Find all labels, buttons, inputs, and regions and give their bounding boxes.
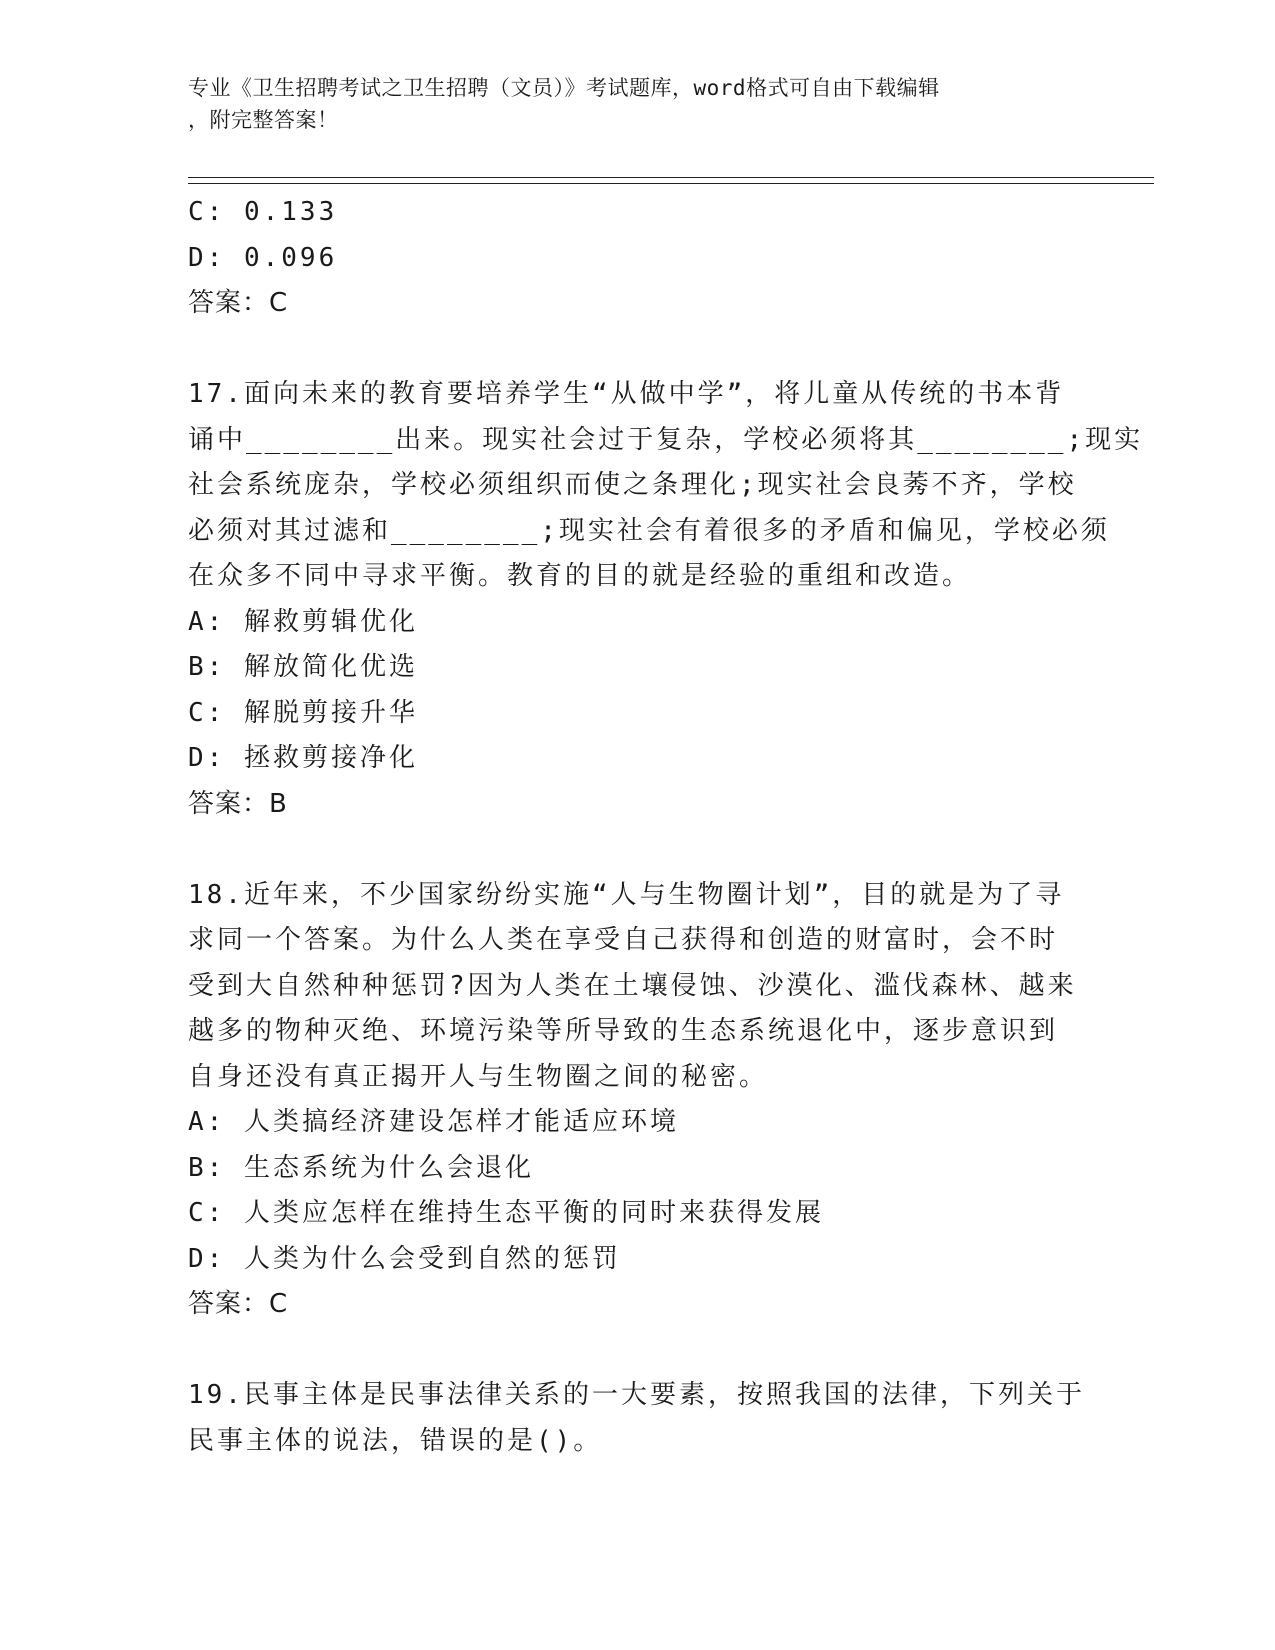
question-stem-line: 社会系统庞杂，学校必须组织而使之条理化;现实社会良莠不齐，学校: [188, 470, 1077, 500]
answer-line: 答案：C: [188, 288, 289, 318]
option-c: C: 人类应怎样在维持生态平衡的同时来获得发展: [188, 1198, 824, 1228]
question-stem-line: 18.近年来，不少国家纷纷实施“人与生物圈计划”，目的就是为了寻: [188, 879, 1065, 910]
question-stem-line: 必须对其过滤和________;现实社会有着很多的矛盾和偏见，学校必须: [188, 515, 1110, 546]
option-a: A: 人类搞经济建设怎样才能适应环境: [188, 1107, 679, 1137]
question-stem-line: 求同一个答案。为什么人类在享受自己获得和创造的财富时，会不时: [188, 925, 1059, 955]
question-stem-line: 诵中________出来。现实社会过于复杂，学校必须将其________;现实: [188, 424, 1144, 455]
question-stem-line: 在众多不同中寻求平衡。教育的目的就是经验的重组和改造。: [188, 561, 972, 591]
document-header: [188, 72, 1088, 136]
answer-line: 答案：B: [188, 788, 288, 819]
question-stem-line: 自身还没有真正揭开人与生物圈之间的秘密。: [188, 1061, 769, 1092]
header-line-1: 专业《卫生招聘考试之卫生招聘（文员）》考试题库，word格式可自由下载编辑: [188, 76, 940, 100]
question-17: [188, 372, 1144, 827]
option-d: D: 拯救剪接净化: [188, 743, 418, 773]
spacer: [188, 327, 1088, 373]
answer-line: 答案：C: [188, 1289, 289, 1319]
option-b: B: 解放简化优选: [188, 652, 418, 682]
question-stem-line: 19.民事主体是民事法律关系的一大要素，按照我国的法律，下列关于: [188, 1380, 1085, 1410]
previous-question-tail: [188, 190, 1088, 327]
option-b: B: 生态系统为什么会退化: [188, 1152, 534, 1183]
option-c: C: 解脱剪接升华: [188, 697, 418, 728]
header-divider-top: [188, 177, 1154, 178]
option-a: A: 解救剪辑优化: [188, 606, 418, 637]
question-stem-line: 民事主体的说法，错误的是()。: [188, 1425, 603, 1456]
spacer: [188, 827, 1088, 873]
header-divider-bottom: [188, 183, 1154, 184]
question-stem-line: 越多的物种灭绝、环境污染等所导致的生态系统退化中，逐步意识到: [188, 1016, 1059, 1046]
option-d: D: 0.096: [188, 242, 338, 273]
question-stem-line: 受到大自然种种惩罚?因为人类在土壤侵蚀、沙漠化、滥伐森林、越来: [188, 970, 1077, 1001]
question-content: [188, 190, 1144, 1464]
question-stem-line: 17.面向未来的教育要培养学生“从做中学”，将儿童从传统的书本背: [188, 379, 1065, 409]
header-line-2: ，附完整答案！: [188, 108, 339, 132]
question-18: [188, 873, 1088, 1328]
option-d: D: 人类为什么会受到自然的惩罚: [188, 1243, 621, 1274]
option-c: C: 0.133: [188, 197, 338, 227]
spacer: [188, 1328, 1088, 1374]
question-19: [188, 1373, 1088, 1464]
